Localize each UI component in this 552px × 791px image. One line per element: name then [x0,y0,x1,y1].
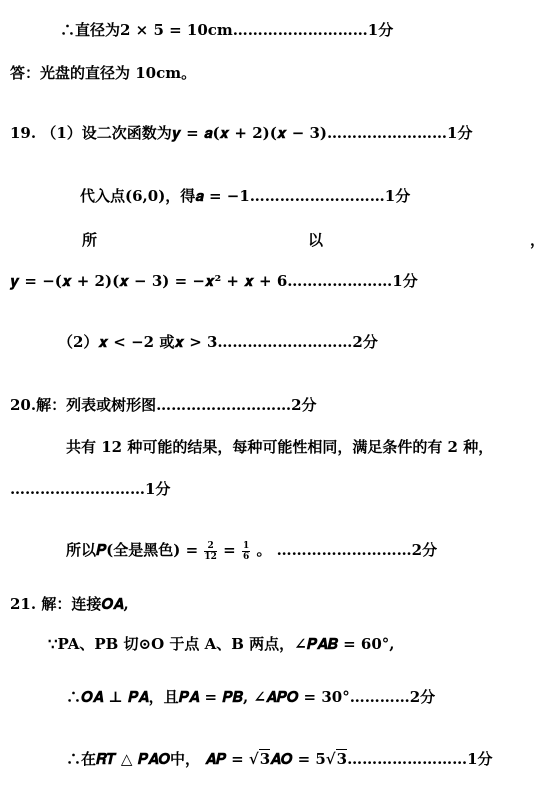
line-q21-tangent: ∵PA、PB 切⊙O 于点 A、B 两点，∠𝑷𝑨𝑩 = 𝟔𝟎°, [48,635,395,653]
line-q19-so-2: 以 [308,231,324,249]
line-q19-substitute: 代入点(𝟔,𝟎)，得𝒂 = −𝟏………………………1分 [80,187,411,205]
probability-score: 。 ………………………2分 [256,541,438,559]
line-q19-so-1: 所 [82,231,98,249]
line-q20-heading: 20.解：列表或树形图………………………2分 [10,396,317,414]
fraction-numerator: 2 [204,541,217,552]
triangle-score: ……………………1分 [347,750,493,768]
line-answer-diameter: 答：光盘的直径为 10cm。 [10,64,197,82]
ao-text: 𝑨𝑶 = 𝟓√ [270,750,336,768]
sqrt-3-second: 𝟑 [336,750,348,768]
fraction-denominator: 6 [242,551,250,562]
line-q20-score: ………………………1分 [10,480,171,498]
line-q21-heading: 21. 解：连接𝑶𝑨, [10,595,129,613]
line-q19-comma: ， [530,231,546,249]
equals-sign: = [223,541,236,559]
line-q19-part1: 19. （1）设二次函数为𝒚 = 𝒂(𝒙 + 𝟐)(𝒙 − 𝟑)……………………1分 [10,124,473,142]
triangle-text: ∴在𝑹𝑻 △ 𝑷𝑨𝑶中， 𝑨𝑷 = √ [66,750,259,768]
line-q20-outcomes: 共有 12 种可能的结果，每种可能性相同，满足条件的有 2 种， [66,438,494,456]
fraction-numerator: 1 [242,540,250,551]
sqrt-3: 𝟑 [259,750,271,768]
line-q21-triangle [66,748,493,770]
line-q21-perpendicular: ∴𝑶𝑨 ⊥ 𝑷𝑨，且𝑷𝑨 = 𝑷𝑩, ∠𝑨𝑷𝑶 = 𝟑𝟎°…………2分 [66,688,436,706]
line-diameter-calc: ∴直径为2 × 5 = 10cm………………………1分 [60,21,394,39]
fraction-2-12 [204,541,217,562]
fraction-1-6 [242,541,250,562]
probability-label: 所以𝑷(全是黑色) = [66,541,199,559]
line-q20-probability [66,539,437,565]
line-q19-part2: （2）𝒙 < −2 或𝒙 > 3………………………2分 [58,333,378,351]
line-q19-expression: 𝒚 = −(𝒙 + 𝟐)(𝒙 − 𝟑) = −𝒙² + 𝒙 + 𝟔…………………1分 [10,272,418,290]
fraction-denominator: 12 [204,551,217,562]
